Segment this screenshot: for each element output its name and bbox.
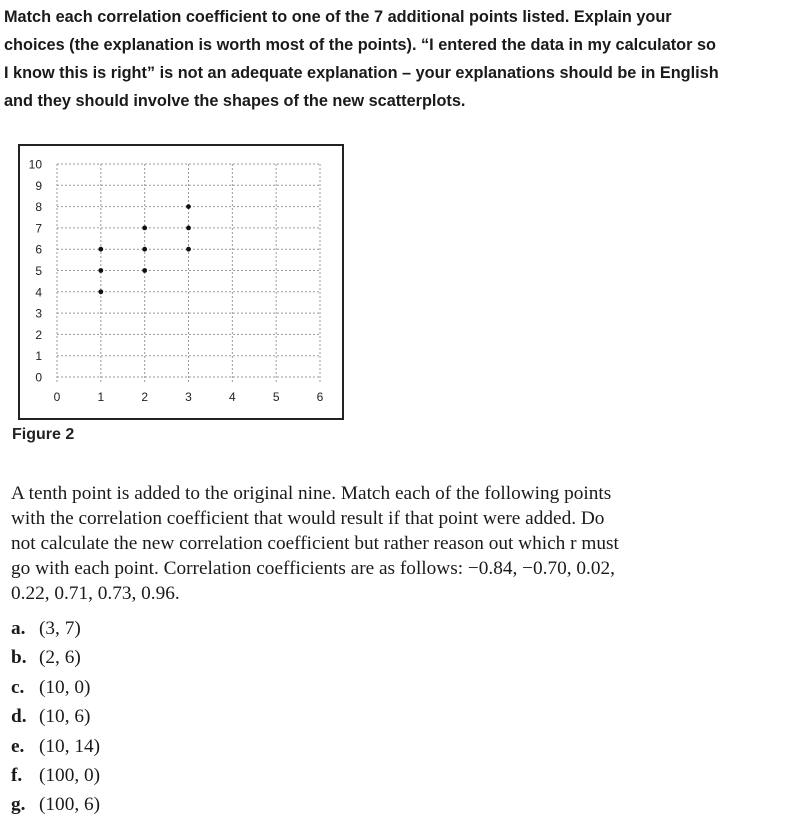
y-tick-label: 8 xyxy=(35,200,42,215)
x-tick-label: 2 xyxy=(141,390,149,404)
instructions-line: choices (the explanation is worth most of the points). “I entered the data in my calculator so xyxy=(4,36,716,54)
option-g xyxy=(11,790,100,819)
y-tick-label: 5 xyxy=(35,264,42,278)
x-tick-label: 5 xyxy=(272,390,280,404)
scatterplot xyxy=(18,144,344,420)
y-tick-label: 10 xyxy=(28,157,42,172)
option-d xyxy=(11,702,100,731)
instructions-line: and they should involve the shapes of the new scatterplots. xyxy=(4,92,466,110)
option-point: (3, 7) xyxy=(39,618,81,639)
option-letter: f. xyxy=(11,765,23,787)
option-letter: g. xyxy=(11,794,26,816)
problem-text xyxy=(11,481,751,606)
data-point xyxy=(186,247,191,252)
option-point: (2, 6) xyxy=(39,647,81,669)
option-e xyxy=(11,732,100,761)
plot-frame xyxy=(19,145,343,419)
data-point xyxy=(98,268,103,273)
data-point xyxy=(186,204,191,209)
instructions-line: I know this is right” is not an adequate explanation – your explanations should be in English xyxy=(4,64,719,82)
problem-line: A tenth point is added to the original nine. Match each of the following points xyxy=(11,483,612,504)
option-b xyxy=(11,643,100,672)
problem-line: not calculate the new correlation coefficient but rather reason out which r must xyxy=(11,533,619,554)
option-c xyxy=(11,673,100,702)
option-f xyxy=(11,761,100,790)
y-tick-label: 0 xyxy=(35,370,42,385)
option-point: (10, 14) xyxy=(39,735,101,757)
y-tick-label: 4 xyxy=(35,285,42,300)
y-tick-label: 2 xyxy=(35,327,42,342)
y-tick-label: 9 xyxy=(35,178,42,193)
option-letter: d. xyxy=(11,706,27,728)
data-point xyxy=(142,226,147,231)
option-point: (10, 0) xyxy=(39,676,91,698)
option-a xyxy=(11,614,100,643)
data-point xyxy=(98,289,103,294)
y-tick-label: 6 xyxy=(35,242,42,257)
data-point xyxy=(142,268,147,273)
data-point xyxy=(186,226,191,231)
figure-caption: Figure 2 xyxy=(12,426,75,443)
option-point: (100, 6) xyxy=(39,794,101,816)
instructions-line: Match each correlation coefficient to one of the 7 additional points listed. Explain your xyxy=(4,8,672,26)
option-letter: c. xyxy=(11,676,25,698)
data-point xyxy=(98,247,103,252)
x-tick-label: 4 xyxy=(228,390,236,404)
instructions xyxy=(4,3,800,115)
problem-line: go with each point. Correlation coefficients are as follows: −0.84, −0.70, 0.02, xyxy=(11,558,615,579)
x-tick-label: 6 xyxy=(316,390,324,404)
y-tick-label: 1 xyxy=(35,349,42,364)
problem-line: with the correlation coefficient that would result if that point were added. Do xyxy=(11,508,605,529)
x-tick-label: 1 xyxy=(97,390,105,404)
problem-line: 0.22, 0.71, 0.73, 0.96. xyxy=(11,583,180,604)
option-point: (100, 0) xyxy=(39,765,101,787)
answer-options xyxy=(11,614,100,820)
scatterplot-figure xyxy=(18,144,344,420)
option-letter: e. xyxy=(11,735,25,757)
x-tick-label: 0 xyxy=(53,390,61,404)
x-tick-label: 3 xyxy=(185,390,192,404)
option-letter: a. xyxy=(11,618,26,639)
option-point: (10, 6) xyxy=(39,706,91,728)
y-tick-label: 3 xyxy=(35,306,42,321)
y-tick-label: 7 xyxy=(35,221,42,236)
data-point xyxy=(142,247,147,252)
option-letter: b. xyxy=(11,647,27,669)
